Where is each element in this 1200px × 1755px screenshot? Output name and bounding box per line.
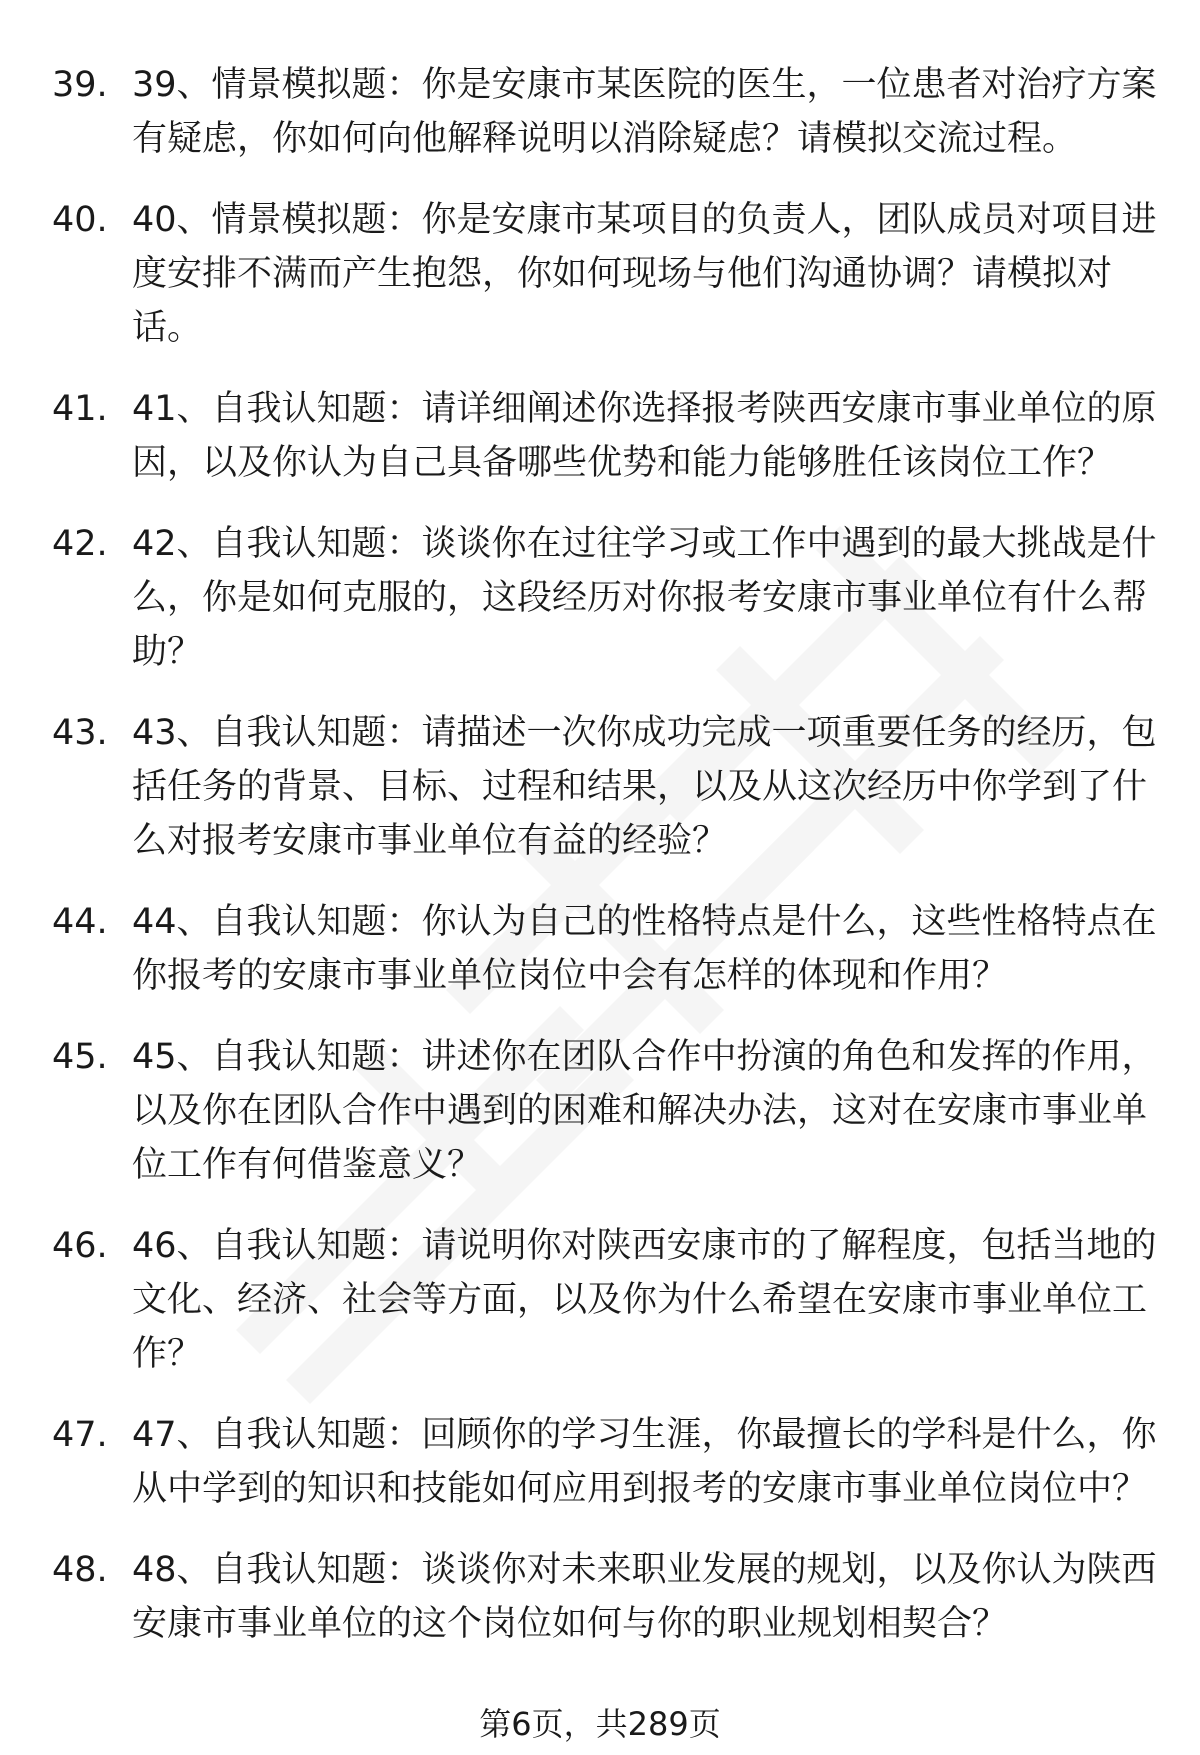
question-text: 40、情景模拟题：你是安康市某项目的负责人，团队成员对项目进度安排不满而产生抱怨，你如何现场与他们沟通协调？请模拟对话。 [132,200,1157,348]
question-text: 45、自我认知题：讲述你在团队合作中扮演的角色和发挥的作用，以及你在团队合作中遇到的困难和解决办法，这对在安康市事业单位工作有何借鉴意义？ [132,1037,1157,1185]
question-text: 39、情景模拟题：你是安康市某医院的医生，一位患者对治疗方案有疑虑，你如何向他解释说明以消除疑虑？请模拟交流过程。 [132,65,1157,159]
question-text: 42、自我认知题：谈谈你在过往学习或工作中遇到的最大挑战是什么，你是如何克服的，这段经历对你报考安康市事业单位有什么帮助？ [132,524,1157,672]
question-text: 46、自我认知题：请说明你对陕西安康市的了解程度，包括当地的文化、经济、社会等方面，以及你为什么希望在安康市事业单位工作？ [132,1226,1157,1374]
question-item-40 [52,193,1162,355]
question-item-39 [52,58,1162,166]
question-list [52,58,1162,1678]
question-item-46 [52,1219,1162,1381]
question-item-45 [52,1030,1162,1192]
question-number: 45. [52,1037,108,1077]
question-text: 43、自我认知题：请描述一次你成功完成一项重要任务的经历，包括任务的背景、目标、过程和结果，以及从这次经历中你学到了什么对报考安康市事业单位有益的经验？ [132,713,1157,861]
question-number: 39. [52,65,108,105]
question-item-42 [52,517,1162,679]
question-number: 44. [52,902,108,942]
question-number: 46. [52,1226,108,1266]
question-item-47 [52,1408,1162,1516]
question-number: 40. [52,200,108,240]
question-number: 41. [52,389,108,429]
question-number: 42. [52,524,108,564]
question-item-41 [52,382,1162,490]
question-item-43 [52,706,1162,868]
question-number: 48. [52,1550,108,1590]
question-text: 44、自我认知题：你认为自己的性格特点是什么，这些性格特点在你报考的安康市事业单位岗位中会有怎样的体现和作用？ [132,902,1157,996]
question-item-48 [52,1543,1162,1651]
question-text: 48、自我认知题：谈谈你对未来职业发展的规划，以及你认为陕西安康市事业单位的这个岗位如何与你的职业规划相契合？ [132,1550,1157,1644]
page-indicator: 第6页，共289页 [479,1705,721,1743]
question-text: 41、自我认知题：请详细阐述你选择报考陕西安康市事业单位的原因，以及你认为自己具备哪些优势和能力能够胜任该岗位工作？ [132,389,1157,483]
question-number: 43. [52,713,108,753]
question-item-44 [52,895,1162,1003]
question-text: 47、自我认知题：回顾你的学习生涯，你最擅长的学科是什么，你从中学到的知识和技能如何应用到报考的安康市事业单位岗位中？ [132,1415,1157,1509]
question-number: 47. [52,1415,108,1455]
